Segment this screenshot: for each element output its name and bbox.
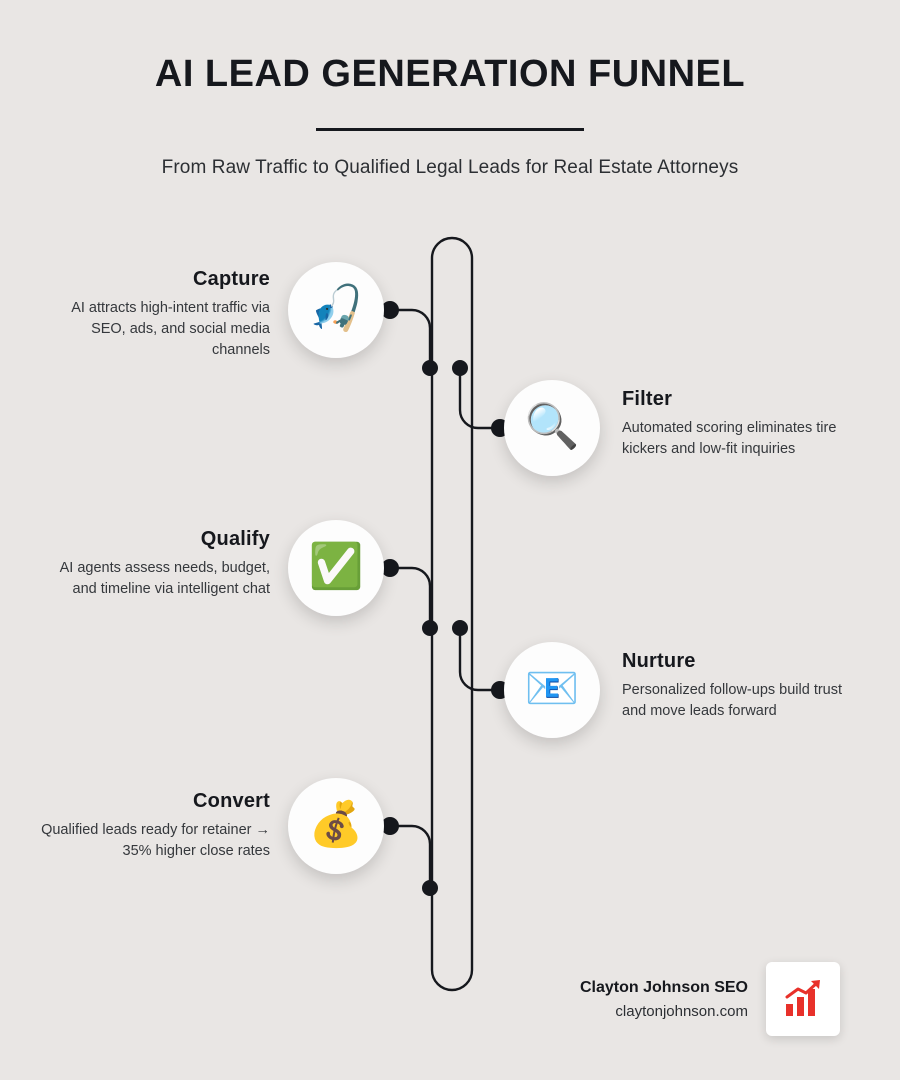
funnel-diagram bbox=[0, 220, 900, 1020]
step-title-capture: Capture bbox=[193, 268, 270, 290]
check-mark-icon: ✅ bbox=[308, 542, 364, 591]
step-title-filter: Filter bbox=[622, 388, 673, 410]
page-subtitle: From Raw Traffic to Qualified Legal Leads for Real Estate Attorneys bbox=[161, 156, 739, 178]
step-desc-qualify: AI agents assess needs, budget, and timeline via intelligent chat bbox=[59, 560, 270, 598]
funnel-label-convert bbox=[40, 790, 270, 862]
step-title-convert: Convert bbox=[193, 790, 270, 812]
step-desc-capture: AI attracts high-intent traffic via SEO, ads, and social media channels bbox=[71, 300, 270, 359]
title-divider bbox=[316, 128, 584, 131]
email-icon: 📧 bbox=[524, 664, 580, 713]
footer-branding bbox=[500, 962, 840, 1036]
funnel-label-nurture bbox=[622, 650, 852, 722]
funnel-node-convert[interactable] bbox=[288, 778, 384, 874]
bar-chart-growth-icon bbox=[781, 977, 825, 1021]
money-bag-icon: 💰 bbox=[308, 800, 364, 849]
funnel-node-qualify[interactable] bbox=[288, 520, 384, 616]
funnel-label-capture bbox=[40, 268, 270, 361]
step-desc-convert: Qualified leads ready for retainer → 35% higher close rates bbox=[41, 822, 270, 860]
fishing-pole-icon: 🎣 bbox=[308, 284, 364, 333]
funnel-node-capture[interactable] bbox=[288, 262, 384, 358]
funnel-label-qualify bbox=[40, 528, 270, 600]
funnel-node-nurture[interactable] bbox=[504, 642, 600, 738]
step-desc-nurture: Personalized follow-ups build trust and move leads forward bbox=[622, 682, 843, 720]
header bbox=[0, 52, 900, 179]
funnel-label-filter bbox=[622, 388, 852, 460]
page-title: AI LEAD GENERATION FUNNEL bbox=[154, 53, 746, 95]
magnifying-glass-icon: 🔍 bbox=[524, 402, 580, 451]
funnel-node-filter[interactable] bbox=[504, 380, 600, 476]
step-title-qualify: Qualify bbox=[200, 528, 270, 550]
step-desc-filter: Automated scoring eliminates tire kickers and low-fit inquiries bbox=[622, 420, 837, 458]
brand-website[interactable]: claytonjohnson.com bbox=[615, 1002, 748, 1020]
footer-text bbox=[580, 979, 748, 1020]
brand-logo[interactable] bbox=[766, 962, 840, 1036]
brand-name: Clayton Johnson SEO bbox=[579, 978, 748, 996]
step-title-nurture: Nurture bbox=[622, 650, 696, 672]
